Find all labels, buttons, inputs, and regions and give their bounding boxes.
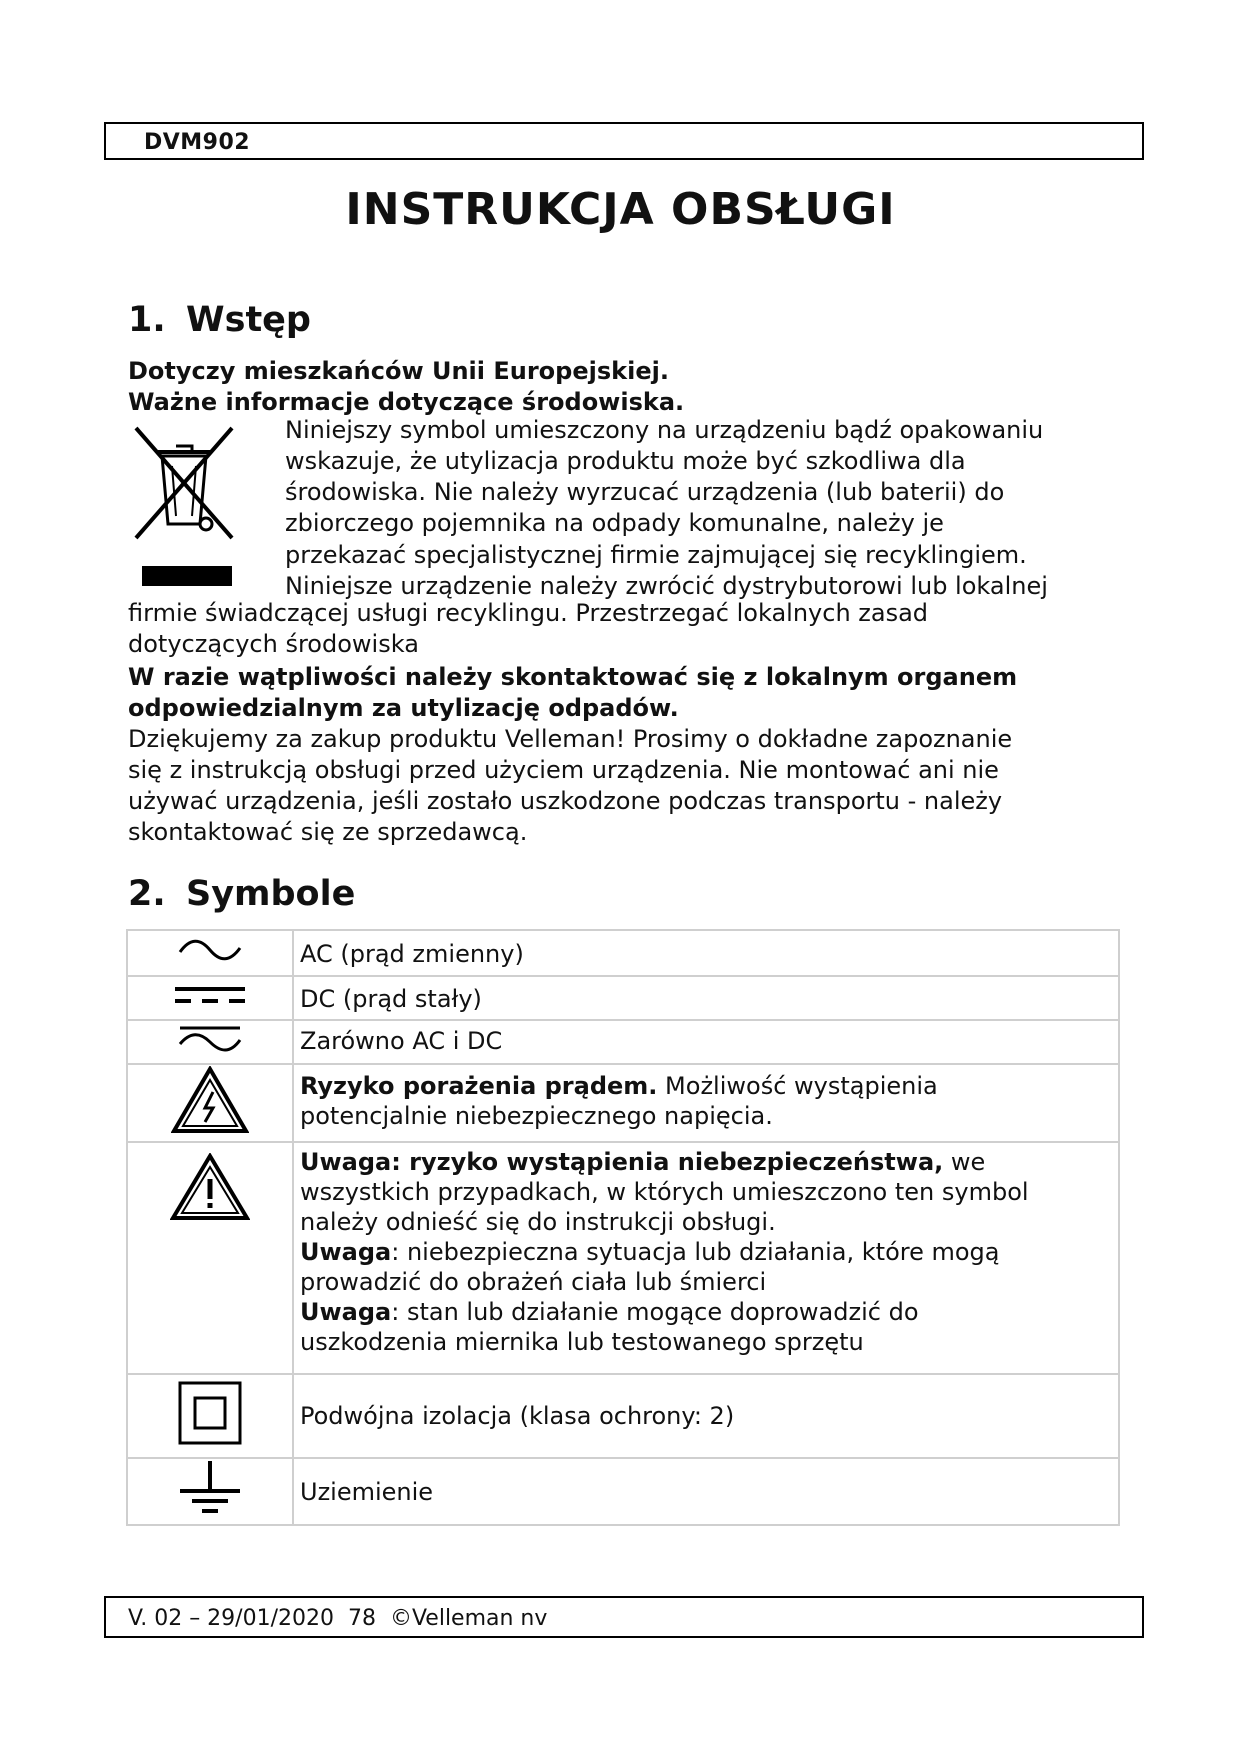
symbol-description: uszkodzenia miernika lub testowanego sprzętu: [300, 1328, 864, 1356]
ac-dc-icon: [178, 1024, 242, 1054]
symbol-description: Możliwość wystąpienia: [657, 1072, 938, 1100]
table-row: [127, 1374, 1119, 1458]
env-cont-line: dotyczących środowiska: [128, 630, 419, 658]
section1-title: Wstęp: [186, 300, 311, 340]
header-box: [104, 122, 1144, 160]
symbol-description: należy odnieść się do instrukcji obsługi.: [300, 1208, 776, 1236]
symbol-description: Uziemienie: [300, 1477, 434, 1506]
table-row: [127, 976, 1119, 1020]
env-line: zbiorczego pojemnika na odpady komunalne, należy je: [285, 509, 944, 537]
symbol-description: prowadzić do obrażeń ciała lub śmierci: [300, 1268, 767, 1296]
ac-icon: [178, 938, 242, 962]
table-row: [127, 1458, 1119, 1525]
env-line: Niniejsze urządzenie należy zwrócić dystrybutorowi lub lokalnej: [285, 572, 1048, 600]
eu-line-2: Ważne informacje dotyczące środowiska.: [128, 388, 685, 416]
env-line: przekazać specjalistycznej firmie zajmującej się recyklingiem.: [285, 541, 1027, 569]
section2-title: Symbole: [186, 874, 356, 914]
thanks-line: Dziękujemy za zakup produktu Velleman! Prosimy o dokładne zapoznanie: [128, 725, 1013, 753]
ground-icon: [178, 1459, 242, 1517]
symbol-description-bold: Ryzyko porażenia prądem.: [300, 1072, 658, 1100]
symbol-description: we: [943, 1148, 986, 1176]
table-row: [127, 930, 1119, 976]
page-title: INSTRUKCJA OBSŁUGI: [345, 184, 896, 235]
symbol-description: DC (prąd stały): [300, 985, 482, 1013]
uwaga-label: Uwaga: [300, 1238, 392, 1266]
symbol-description: Zarówno AC i DC: [300, 1027, 503, 1055]
weee-crossed-bin-icon: [132, 424, 248, 592]
symbol-description: Podwójna izolacja (klasa ochrony: 2): [300, 1402, 735, 1430]
env-line: Niniejszy symbol umieszczony na urządzeniu bądź opakowaniu: [285, 416, 1044, 444]
table-row: [127, 1064, 1119, 1142]
uwaga-label: Uwaga: [300, 1298, 392, 1326]
thanks-line: używać urządzenia, jeśli zostało uszkodzone podczas transportu - należy: [128, 787, 1003, 815]
table-row: [127, 1020, 1119, 1064]
symbol-description: AC (prąd zmienny): [300, 940, 524, 968]
thanks-line: skontaktować się ze sprzedawcą.: [128, 818, 528, 846]
env-line: wskazuje, że utylizacja produktu może być szkodliwa dla: [285, 447, 966, 475]
symbol-description: : niebezpieczna sytuacja lub działania, które mogą: [391, 1238, 1000, 1266]
eu-line-1: Dotyczy mieszkańców Unii Europejskiej.: [128, 357, 669, 385]
footer-box: [104, 1596, 1144, 1638]
env-line: środowiska. Nie należy wyrzucać urządzenia (lub baterii) do: [285, 478, 1005, 506]
double-insulation-icon: [177, 1380, 243, 1446]
thanks-line: się z instrukcją obsługi przed użyciem urządzenia. Nie montować ani nie: [128, 756, 999, 784]
section2-heading: [128, 874, 355, 914]
contact-authority-line: odpowiedzialnym za utylizację odpadów.: [128, 694, 679, 722]
env-cont-line: firmie świadczącej usługi recyklingu. Przestrzegać lokalnych zasad: [128, 599, 929, 627]
electric-shock-warning-icon: [171, 1066, 249, 1134]
symbol-description: potencjalnie niebezpiecznego napięcia.: [300, 1102, 773, 1130]
model-label: DVM902: [144, 130, 251, 155]
dc-icon: [173, 984, 247, 1006]
symbols-table: [126, 929, 1120, 1526]
section1-heading: [128, 300, 311, 340]
contact-authority-line: W razie wątpliwości należy skontaktować się z lokalnym organem: [128, 663, 1018, 691]
footer-text: V. 02 – 29/01/2020 78 ©Velleman nv: [128, 1606, 548, 1631]
caution-warning-icon: [170, 1153, 250, 1221]
section2-number: 2.: [128, 874, 166, 914]
symbol-description: : stan lub działanie mogące doprowadzić do: [391, 1298, 919, 1326]
symbol-description: wszystkich przypadkach, w których umieszczono ten symbol: [300, 1178, 1029, 1206]
section1-number: 1.: [128, 300, 166, 340]
symbol-description-bold: Uwaga: ryzyko wystąpienia niebezpieczeństwa,: [300, 1148, 944, 1176]
table-row: [127, 1142, 1119, 1374]
